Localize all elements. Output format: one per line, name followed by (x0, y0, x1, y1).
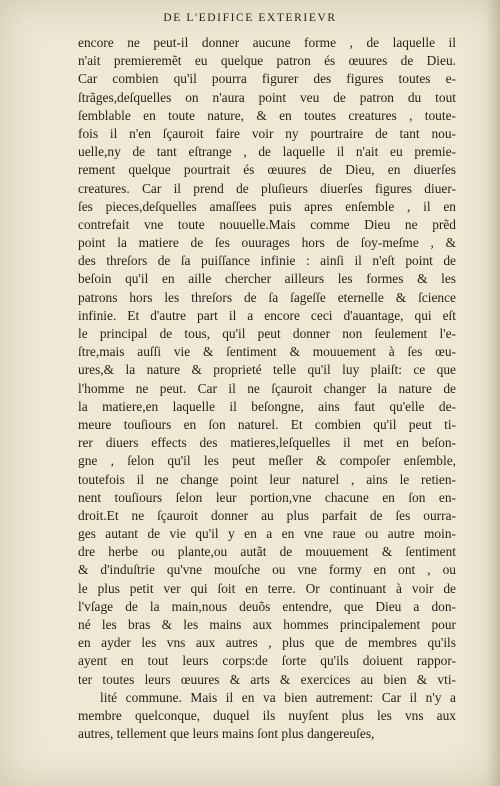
text-line: le plus petit ver qui ſoit en terre. Or continuant à voir de (78, 580, 456, 596)
text-line: ſes pieces,deſquelles amaſſees puis apres enſemble , il en (78, 198, 456, 214)
text-line: infinie. Et d'autre part il a encore ceci d'auantage, qui eſt (78, 307, 456, 323)
text-line: rement quelque pourtrait és œuures de Dieu, en diuerſes (78, 162, 456, 178)
text-line: contrefait vne toute nouuelle.Mais comme Dieu ne prẽd (78, 216, 456, 232)
text-line: gne , ſelon qu'il les peut meſler & compoſer enſemble, (78, 453, 456, 469)
text-line: meure touſiours en ſon naturel. Et combien qu'il peut ti- (78, 416, 456, 432)
text-line: ges autant de vie qu'il y en a en vne raue ou autre moin- (78, 526, 456, 542)
body-text (78, 34, 456, 743)
text-line: membre quelconque, duquel ils nuyſent plus les vns aux (78, 707, 456, 723)
text-line: encore ne peut-il donner aucune forme , de laquelle il (78, 35, 456, 50)
text-line: uelle,ny de tant eſtrange , de laquelle il n'ait eu premie- (78, 144, 456, 160)
text-line: n'ait premieremẽt eu quelque patron és œuures de Dieu. (78, 53, 456, 69)
text-line: dre herbe ou plante,ou autãt de mouuement & ſentiment (78, 544, 456, 560)
text-line: ſemblable en toute nature, & en toutes creatures , toute- (78, 107, 456, 123)
text-line: patrons hors les threſors de ſa ſageſſe eternelle & ſcience (78, 289, 456, 305)
text-line: l'homme ne peut. Car il ne ſçauroit changer la nature de (78, 380, 456, 396)
text-line: ter toutes leurs œuures & arts & exercices au bien & vti- (78, 671, 456, 687)
text-line: beſoin qu'il en aille chercher ailleurs les formes & les (78, 271, 456, 287)
text-line: ures,& la nature & proprieté telle qu'il luy plaiſt: ce que (78, 362, 456, 378)
text-line: rer diuers effects des matieres,leſquelles il met en beſon- (78, 435, 456, 451)
text-line: ſtre,mais auſſi vie & ſentiment & mouuement à ſes œu- (78, 344, 456, 360)
text-line: & d'induſtrie qu'vne mouſche ou vne formy en ont , ou (78, 562, 456, 578)
text-line: nent touſiours ſelon leur portion,vne chacune en ſon en- (78, 489, 456, 505)
text-line: l'vſage de la main,nous deuõs entendre, que Dieu a don- (78, 598, 456, 614)
text-line: point la matiere de ſes ouurages hors de ſoy-meſme , & (78, 235, 456, 251)
text-line: autres, tellement que leurs mains ſont plus dangereuſes, (78, 726, 375, 742)
page-edge-shadow (486, 0, 500, 786)
text-line: des threſors de ſa puiſſance infinie : ainſi il n'eſt point de (78, 253, 456, 269)
running-head: DE L'EDIFICE EXTERIEVR (163, 12, 337, 24)
text-line: ayent en tout leurs corps:de ſorte qu'ils doiuent rappor- (78, 653, 456, 669)
text-line: lité commune. Mais il en va bien autrement: Car il n'y a (100, 689, 456, 705)
text-line: né les bras & les mains aux hommes principalement pour (78, 617, 456, 632)
text-line: Car combien qu'il pourra figurer des figures toutes e- (78, 71, 456, 87)
text-line: toutefois il ne change point leur naturel , ains le retien- (78, 471, 456, 487)
text-line: en ayder les vns aux autres , plus que de membres qu'ils (78, 635, 456, 651)
text-line: la matiere,en laquelle il beſongne, ains faut qu'elle de- (78, 398, 456, 414)
text-line: le principal de tous, qu'il peut donner non ſeulement l'e- (78, 326, 456, 341)
text-line: droit.Et ne ſçauroit donner au plus parfait de ſes ourra- (78, 507, 456, 523)
text-line: ſtrãges,deſquelles on n'aura point veu de patron du tout (78, 89, 456, 105)
text-line: creatures. Car il prend de pluſieurs diuerſes figures diuer- (78, 180, 456, 196)
text-line: fois il n'en ſçauroit faire voir ny pourtraire de tant nou- (78, 125, 456, 141)
